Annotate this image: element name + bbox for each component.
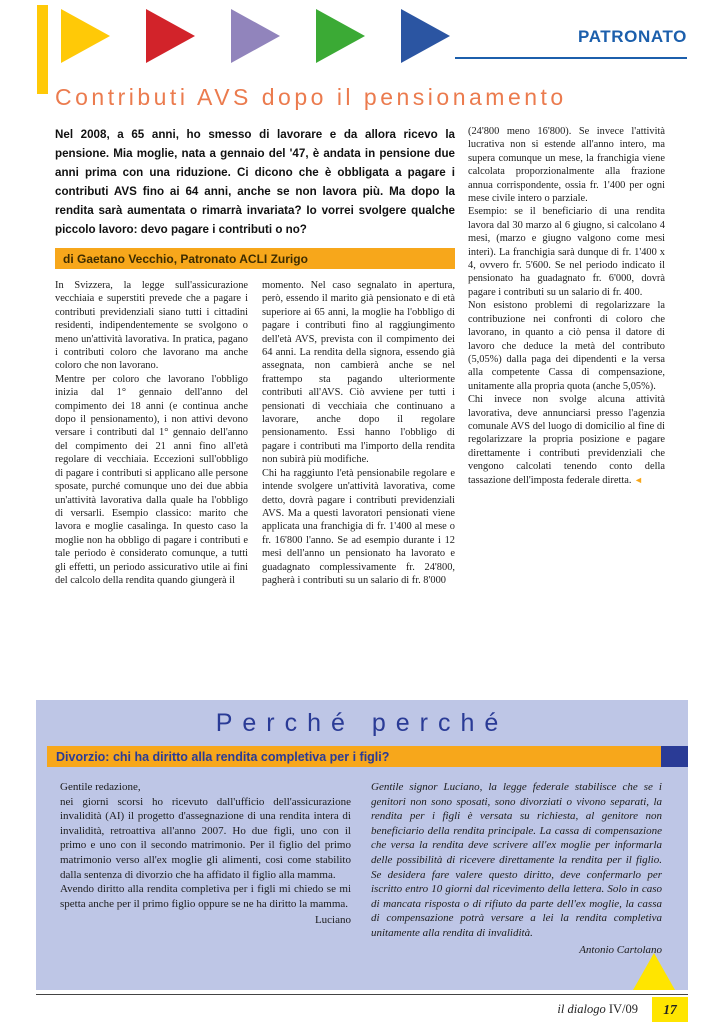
article-title: Contributi AVS dopo il pensionamento — [55, 84, 567, 110]
triangle-blue-icon — [401, 9, 450, 63]
paragraph: Avendo diritto alla rendita completiva per i figli mi chiedo se mi spetta anche per il primo figlio oppure se ne ha diritto la mamma. — [60, 883, 351, 910]
header-rule — [455, 57, 687, 59]
article-two-columns — [55, 279, 455, 587]
triangle-purple-icon — [231, 9, 280, 63]
article-column-2 — [262, 279, 455, 587]
brand-patronato: PATRONATO — [578, 27, 687, 46]
question-header-text: Divorzio: chi ha diritto alla rendita completiva per i figli? — [56, 749, 390, 764]
article-intro: Nel 2008, a 65 anni, ho smesso di lavorare e da allora ricevo la pensione. Mia moglie, nata a gennaio del '47, è andata in pensione due anni prima con una riduzione. Ci dicono che è obbligata a pagare i contributi AVS fino ai 64 anni, anche se non lavora più. Ma dopo la rendita sarà aumentata o rimarrà invariata? Io vorrei svolgere qualche piccolo lavoro: devo pagare i contributi o no? — [55, 128, 455, 236]
footer-row — [36, 997, 688, 1022]
journal-title: il dialogo — [557, 1002, 606, 1016]
question-header-bar — [47, 746, 688, 767]
paragraph: Esempio: se il beneficiario di una rendita lavora dal 30 marzo al 6 giugno, si calcolano 4 mesi, (marzo e giugno valgono come mesi interi). La franchigia sarà dunque di fr. 1'400 x 4, ovvero fr. 5'600. Se nel periodo indicato il pensionato ha guadagnato fr. 6'000, dovrà pagare i contributi su un salario di fr. 400. — [468, 206, 665, 298]
triangle-green-icon — [316, 9, 365, 63]
header-triangles — [61, 9, 450, 63]
paragraph: Mentre per coloro che lavorano l'obbligo inizia dal 1° gennaio dell'anno del compimento dei 18 anni (e continua anche dopo il pensionamento), i non attivi devono versare i contributi dal 1° gennaio dell'anno del compimento dei 21 anni fino all'età regolare di vecchiaia. Eccezioni sull'obbligo di pagare i contributi si applicano alle persone sposate, purché comunque uno dei due abbia un'attività lavorativa dalla quale ha l'obbligo di versarli. Esempio classico: marito che lavora e moglie casalinga. In questo caso la moglie non ha obbligo di pagare i contributi e tale periodo è considerato comunque, a tutti gli effetti, un periodo assicurativo utile ai fini del calcolo della rendita quando giungerà il — [55, 373, 248, 586]
byline-box: di Gaetano Vecchio, Patronato ACLI Zurigo — [55, 248, 455, 269]
reader-letter — [60, 780, 351, 957]
question-header-orange — [47, 746, 661, 767]
article-end-marker-icon: ◄ — [634, 474, 643, 485]
corner-accent-bar — [37, 5, 48, 94]
article-column-1 — [55, 279, 248, 587]
yellow-triangle-icon — [633, 953, 675, 990]
letters-section — [36, 700, 688, 990]
paragraph: Non esistono problemi di regolarizzare la contribuzione nei confronti di coloro che lavorano, in quanto a ciò pensa il datore di lavoro che deduce la metà del contributo (5,05%) dalla paga dei dipendenti e la versa alla competente Cassa di compensazione, unitamente alla propria quota (anche 5,05%). — [468, 300, 665, 392]
paragraph: Gentile redazione, — [60, 781, 141, 793]
triangle-yellow-icon — [61, 9, 110, 63]
paragraph: In Svizzera, la legge sull'assicurazione vecchiaia e superstiti prevede che a pagare i contributi previdenziali siano tutti i cittadini residenti, indipendentemente se svolgono o meno un'attività lavorativa. In pratica, pagano i contributi coloro che lavorano ma anche coloro che non lavorano. — [55, 280, 248, 372]
article — [55, 84, 665, 587]
letters-title: Perché perché — [215, 709, 509, 737]
triangle-red-icon — [146, 9, 195, 63]
reply-signature: Antonio Cartolano — [579, 943, 662, 956]
paragraph — [468, 393, 665, 487]
page-footer — [36, 994, 688, 1022]
letters-columns — [36, 767, 688, 957]
journal-name — [557, 1002, 638, 1017]
paragraph: (24'800 meno 16'800). Se invece l'attività lucrativa non si estende all'anno intero, ma supera comunque un mese, la franchigia viene calcolata proporzionalmente alla frazione annua corrispondente, ossia fr. 1'400 per ogni mese civile intero o parziale. — [468, 126, 665, 205]
paragraph: Gentile signor Luciano, la legge federale stabilisce che se i genitori non sono sposati, sono divorziati o vivono separati, la rendita per i figli è versata su richiesta, al genitore non beneficiario della rendita principale. La cassa di compensazione che versa la rendita deve scrivere all'ex moglie per informarla delle possibilità di ricevere direttamente la rendita per il figlio. Se desidera fare valere questo diritto, deve confermarlo per iscritto entro 10 giorni dal ricevimento della lettera. Solo in caso di mancata risposta o di rifiuto da parte dell'ex moglie, la cassa di compensazione potrà versare a lei la rendita completiva unitamente alla rendita di invalidità. — [371, 781, 662, 939]
journal-issue: IV/09 — [608, 1002, 638, 1016]
article-column-3 — [468, 125, 665, 587]
letter-signature: Luciano — [314, 914, 351, 927]
paragraph-text: Chi invece non svolge alcuna attività lavorativa, deve annunciarsi presso l'agenzia comunale AVS del luogo di domicilio al fine di regolarizzare la propria posizione e pagare direttamente i contributi previdenziali che vengono calcolati tenendo conto della tassazione dell'imposta federale diretta. — [468, 394, 665, 486]
footer-rule — [36, 994, 688, 995]
bar-end-cap — [661, 746, 688, 767]
paragraph: Chi ha raggiunto l'età pensionabile regolare e intende svolgere un'attività lavorativa, come detto, dovrà pagare i contributi previdenziali AVS. Ma a questi lavoratori pensionati viene applicata una franchigia di fr. 1'400 al mese o fr. 16'800 l'anno. Se ad esempio durante i 12 mesi dell'anno un pensionato ha lavorato e guadagnato complessivamente fr. 24'800, pagherà i contributi su un salario di fr. 8'000 — [262, 467, 455, 586]
paragraph: momento. Nel caso segnalato in apertura, però, essendo il marito già pensionato e di età superiore ai 65 anni, la moglie ha l'obbligo di pagare i contributi fino al raggiungimento dell'età AVS, prevista con il compimento dei 64 anni. La rendita della signora, essendo già assegnata, non cambierà anche se nel frattempo sta pagando ulteriormente contributi all'AVS. Ciò avviene per tutti i pensionati di vecchiaia che continuano a lavorare, anche dopo il regolare pensionamento. Essi hanno l'obbligo di pagare i contributi ma l'importo della rendita non subirà più modifiche. — [262, 280, 455, 466]
article-columns — [55, 125, 665, 587]
paragraph: nei giorni scorsi ho ricevuto dall'ufficio dell'assicurazione invalidità (AI) il progetto d'assegnazione di una rendita intera di invalidità, retroattiva all'anno 2007. Ho due figli, uno con il primo e uno con il secondo matrimonio. Per il figlio del primo matrimonio verso all'ex moglie gli alimenti, così come stabilito dalla sentenza di divorzio che ha affidato il figlio alla mamma. — [60, 795, 351, 881]
reply-letter — [371, 780, 662, 957]
page-number: 17 — [652, 997, 688, 1022]
article-left-block — [55, 125, 455, 587]
